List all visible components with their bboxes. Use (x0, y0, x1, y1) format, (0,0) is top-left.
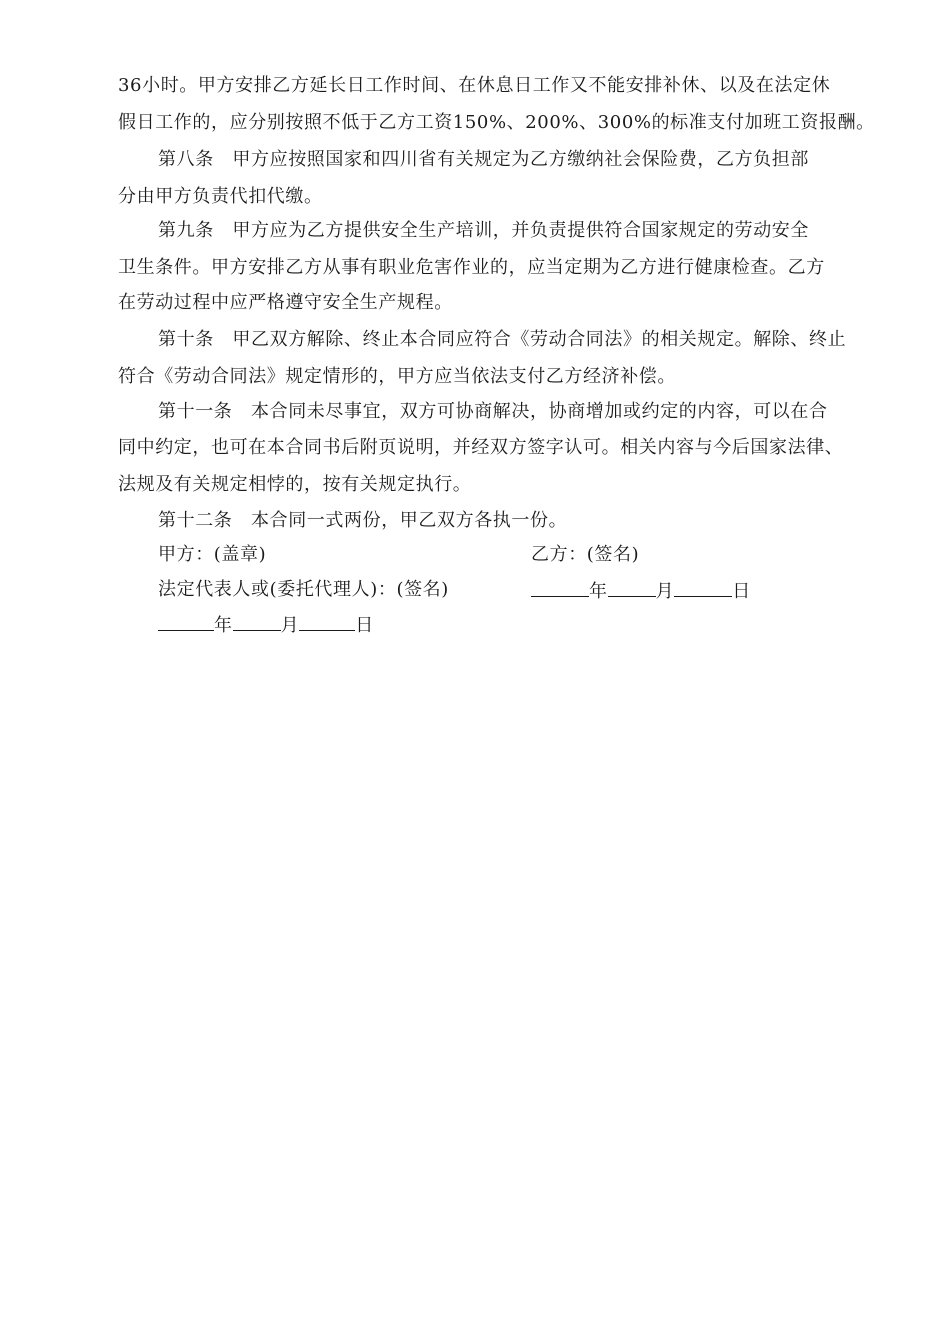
paragraph-line: 分由甲方负责代扣代缴。 (118, 186, 323, 207)
year-blank[interactable] (531, 578, 589, 597)
party-b-label: 乙方：(签名) (531, 544, 640, 565)
year-blank[interactable] (158, 612, 214, 631)
party-a-date (158, 612, 374, 638)
article-12-line: 第十二条 本合同一式两份，甲乙双方各执一份。 (158, 510, 568, 531)
day-label: 日 (355, 615, 374, 636)
paragraph-line: 假日工作的，应分别按照不低于乙方工资150%、200%、300%的标准支付加班工资报酬。 (118, 112, 875, 133)
paragraph-line: 36小时。甲方安排乙方延长日工作时间、在休息日工作又不能安排补休、以及在法定休 (118, 75, 831, 96)
month-blank[interactable] (608, 578, 656, 597)
month-blank[interactable] (233, 612, 281, 631)
party-b-date (531, 578, 751, 604)
month-label: 月 (280, 615, 300, 636)
day-blank[interactable] (299, 612, 355, 631)
year-label: 年 (214, 615, 233, 636)
paragraph-line: 符合《劳动合同法》规定情形的，甲方应当依法支付乙方经济补偿。 (118, 366, 676, 387)
month-label: 月 (655, 581, 675, 602)
representative-label: 法定代表人或(委托代理人)：(签名) (158, 579, 449, 600)
year-label: 年 (589, 581, 608, 602)
day-blank[interactable] (674, 578, 732, 597)
article-10-line: 第十条 甲乙双方解除、终止本合同应符合《劳动合同法》的相关规定。解除、终止 (158, 329, 847, 350)
article-9-line: 第九条 甲方应为乙方提供安全生产培训，并负责提供符合国家规定的劳动安全 (158, 220, 809, 241)
paragraph-line: 卫生条件。甲方安排乙方从事有职业危害作业的，应当定期为乙方进行健康检查。乙方 (118, 257, 825, 278)
article-8-line: 第八条 甲方应按照国家和四川省有关规定为乙方缴纳社会保险费，乙方负担部 (158, 149, 809, 170)
party-a-label: 甲方：(盖章) (158, 544, 267, 565)
article-11-line: 第十一条 本合同未尽事宜，双方可协商解决，协商增加或约定的内容，可以在合 (158, 401, 828, 422)
paragraph-line: 法规及有关规定相悖的，按有关规定执行。 (118, 474, 472, 495)
day-label: 日 (732, 581, 751, 602)
paragraph-line: 同中约定，也可在本合同书后附页说明，并经双方签字认可。相关内容与今后国家法律、 (118, 437, 844, 458)
paragraph-line: 在劳动过程中应严格遵守安全生产规程。 (118, 292, 453, 313)
